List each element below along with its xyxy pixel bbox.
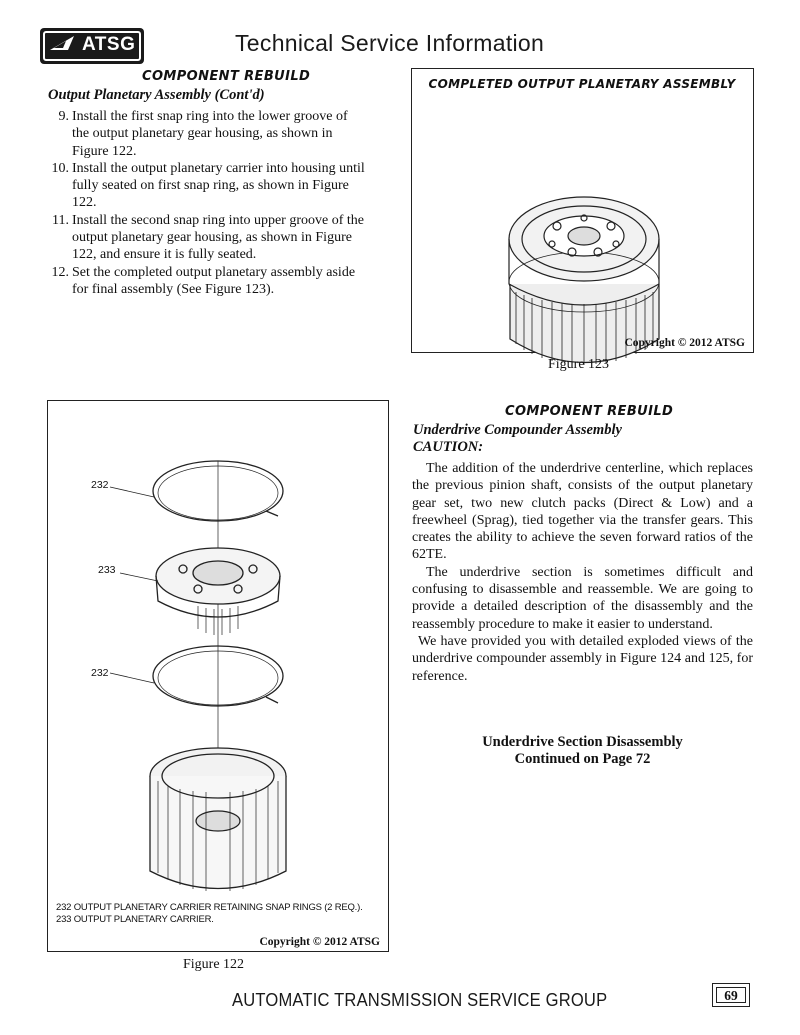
figure-123-box bbox=[411, 68, 754, 353]
exploded-planetary-illustration bbox=[48, 401, 388, 901]
paragraph: The addition of the underdrive centerline, which replaces the previous pinion shaft, consists of the output planetary gear set, two new clutch packs (Direct & Low) and a freewheel (Sprag), tied together via the transfer gears. This creates the ability to achieve the seven forward ratios of the 62TE. bbox=[412, 461, 753, 563]
paragraph: The underdrive section is sometimes difficult and confusing to disassemble and reassemble. We are going to provide a detailed description of the disassembly and the reassembly procedure to make it easier to understand. bbox=[412, 564, 753, 632]
section-subheading: Underdrive Compounder Assembly bbox=[413, 422, 622, 438]
section-heading: COMPONENT REBUILD bbox=[142, 69, 311, 84]
footer-organization: AUTOMATIC TRANSMISSION SERVICE GROUP bbox=[232, 990, 608, 1010]
figure-123-caption: Figure 123 bbox=[548, 357, 610, 372]
copyright-text: Copyright © 2012 ATSG bbox=[259, 936, 380, 948]
legend-item: 232 OUTPUT PLANETARY CARRIER RETAINING SNAP RINGS (2 REQ.). bbox=[56, 902, 363, 913]
page-title: Technical Service Information bbox=[235, 30, 545, 56]
page-number-box bbox=[712, 983, 750, 1007]
copyright-text: Copyright © 2012 ATSG bbox=[624, 337, 745, 349]
legend-item: 233 OUTPUT PLANETARY CARRIER. bbox=[56, 914, 214, 925]
figure-122-box bbox=[47, 400, 389, 952]
continued-title: Underdrive Section Disassembly bbox=[482, 734, 683, 750]
step-item: 10. Install the output planetary carrier into housing until fully seated on first snap ring, as shown in Figure 122. bbox=[51, 160, 365, 211]
section-subheading: Output Planetary Assembly (Cont'd) bbox=[48, 87, 265, 103]
section-heading: COMPONENT REBUILD bbox=[505, 404, 674, 419]
callout-233: 233 bbox=[98, 564, 116, 576]
step-item: 12. Set the completed output planetary assembly aside for final assembly (See Figure 123). bbox=[51, 264, 356, 297]
page-number: 69 bbox=[716, 987, 746, 1003]
callout-232-top: 232 bbox=[91, 479, 109, 491]
figure-123-heading: COMPLETED OUTPUT PLANETARY ASSEMBLY bbox=[428, 77, 736, 91]
logo-text: ATSG bbox=[82, 34, 136, 55]
logo-emblem-icon bbox=[48, 33, 78, 53]
figure-122-caption: Figure 122 bbox=[183, 957, 245, 972]
body-text bbox=[412, 460, 753, 685]
completed-planetary-assembly-illustration bbox=[502, 164, 667, 389]
continued-page: Continued on Page 72 bbox=[514, 751, 651, 767]
step-item: 11. Install the second snap ring into upper groove of the output planetary gear housing, as shown in Figure 122, and ensure it is fully seated. bbox=[52, 212, 364, 263]
caution-label: CAUTION: bbox=[413, 439, 484, 455]
callout-232-bottom: 232 bbox=[91, 667, 109, 679]
step-item: 9. Install the first snap ring into the lower groove of the output planetary gear housing, as shown in Figure 122. bbox=[58, 109, 348, 159]
paragraph: We have provided you with detailed exploded views of the underdrive compounder assembly in Figure 124 and 125, for reference. bbox=[412, 633, 753, 684]
atsg-logo bbox=[40, 28, 144, 64]
step-list bbox=[48, 108, 368, 298]
